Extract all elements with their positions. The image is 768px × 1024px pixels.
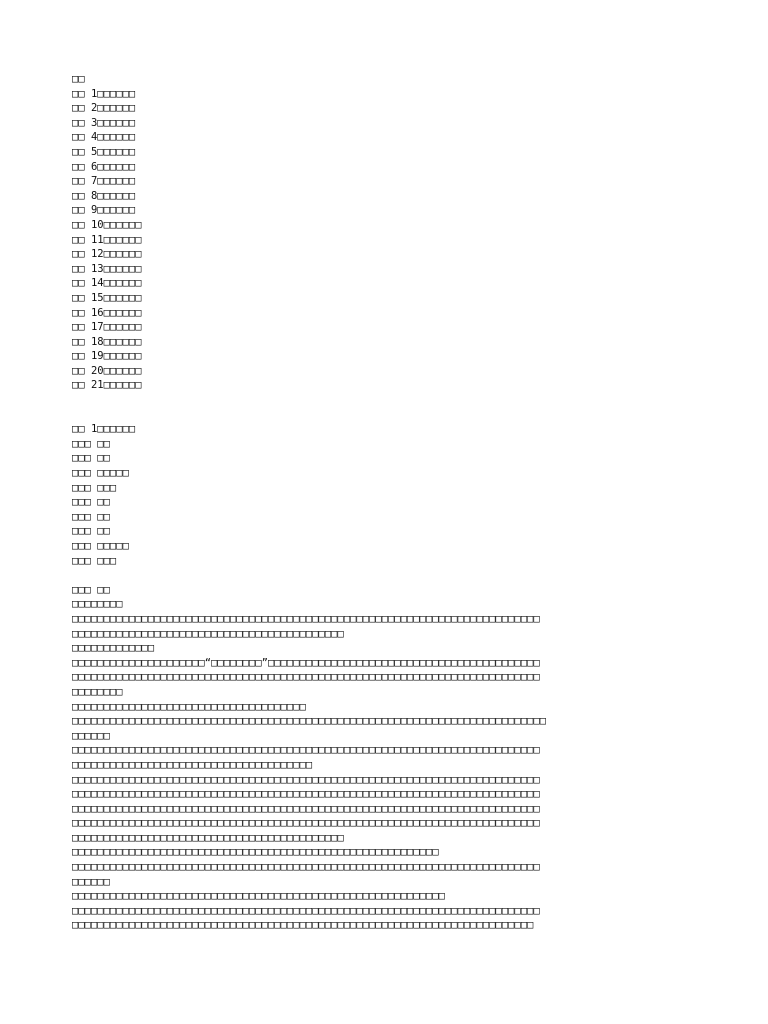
body-line: □□□□□□□□□□□□□□□□□□□□□□□□□□□□□□□□□□□□□□□□□□□□□□□□□□□□□□□□□□□□□□□□□□□□□□□□□□ — [72, 612, 540, 625]
chapter-field: □□□ □□ — [72, 496, 110, 509]
toc-item: □□ 6□□□□□□ — [72, 160, 136, 173]
chapter-header — [72, 422, 708, 568]
toc-item: □□ 17□□□□□□ — [72, 321, 142, 334]
body-line: □□□□□□□□□□□□□□□□□□□□□□□□□□□□□□□□□□□□□□ — [72, 758, 313, 771]
body-line: □□□□□□□□□□□□□□□□□□□□□□□□□□□□□□□□□□□□□□□□□□□□□□□□□□□□□□□□□□ — [72, 846, 439, 859]
body-line: □□□□□□□□□□□□□□□□□□□□□□□□□□□□□□□□□□□□□□□□□□□□□□□□□□□□□□□□□□□□□□□□□□□□□□□□□□ — [72, 861, 540, 874]
section-subtitle: □□□□□□□□ — [72, 598, 123, 611]
chapter-body — [72, 583, 708, 933]
body-line: □□□□□□□□□□□□□□□□□□□□□□□□□□□□□□□□□□□□□□□□□□□□□□□□□□□□□□□□□□□□□□□□□□□□□□□□□□ — [72, 671, 540, 684]
table-of-contents — [72, 72, 708, 393]
body-line: □□□□□□□□□□□□□□□□□□□□□□□□□□□□□□□□□□□□□□□□□□□□□□□□□□□□□□□□□□□□□□□□□□□□□□□□□□ — [72, 773, 540, 786]
body-line: □□□□□□□□□□□□□□□□□□□□□□□□□□□□□□□□□□□□□□□□□□□□□□□□□□□□□□□□□□□□□□□□□□□□□□□□□□ — [72, 802, 540, 815]
toc-item: □□ 8□□□□□□ — [72, 189, 136, 202]
toc-item: □□ 13□□□□□□ — [72, 262, 142, 275]
body-line: □□□□□□□□□□□□□□□□□□□□□“□□□□□□□□”□□□□□□□□□□□□□□□□□□□□□□□□□□□□□□□□□□□□□□□□□□□ — [72, 656, 540, 669]
body-line: □□□□□□□□ — [72, 685, 123, 698]
chapter-field: □□□ □□□□□ — [72, 467, 129, 480]
toc-item: □□ 19□□□□□□ — [72, 350, 142, 363]
toc-item: □□ 15□□□□□□ — [72, 291, 142, 304]
toc-item: □□ 20□□□□□□ — [72, 364, 142, 377]
toc-item: □□ 16□□□□□□ — [72, 306, 142, 319]
toc-item: □□ 2□□□□□□ — [72, 102, 136, 115]
document-page — [72, 72, 708, 933]
body-line: □□□□□□□□□□□□□ — [72, 642, 155, 655]
body-line: □□□□□□□□□□□□□□□□□□□□□□□□□□□□□□□□□□□□□□□□□□□□□□□□□□□□□□□□□□□□□□□□□□□□□□□□□ — [72, 919, 534, 932]
toc-item: □□ 5□□□□□□ — [72, 145, 136, 158]
chapter-title: □□ 1□□□□□□ — [72, 423, 136, 436]
body-line: □□□□□□□□□□□□□□□□□□□□□□□□□□□□□□□□□□□□□□□□□□□□□□□□□□□□□□□□□□□□□□□□□□□□□□□□□□ — [72, 744, 540, 757]
body-line: □□□□□□□□□□□□□□□□□□□□□□□□□□□□□□□□□□□□□□□□□□□ — [72, 627, 344, 640]
toc-item: □□ 21□□□□□□ — [72, 379, 142, 392]
toc-item: □□ 18□□□□□□ — [72, 335, 142, 348]
toc-item: □□ 12□□□□□□ — [72, 248, 142, 261]
body-line: □□□□□□□□□□□□□□□□□□□□□□□□□□□□□□□□□□□□□□□□□□□□□□□□□□□□□□□□□□□□□□□□□□□□□□□□□□ — [72, 904, 540, 917]
section-label: □□□ □□ — [72, 583, 110, 596]
body-line: □□□□□□□□□□□□□□□□□□□□□□□□□□□□□□□□□□□□□□□□□□□ — [72, 831, 344, 844]
body-line: □□□□□□□□□□□□□□□□□□□□□□□□□□□□□□□□□□□□□□□□□□□□□□□□□□□□□□□□□□□□□□□□□□□□□□□□□□□ — [72, 715, 547, 728]
body-line: □□□□□□□□□□□□□□□□□□□□□□□□□□□□□□□□□□□□□ — [72, 700, 306, 713]
chapter-field: □□□ □□ — [72, 452, 110, 465]
chapter-field: □□□ □□ — [72, 437, 110, 450]
chapter-field: □□□ □□□□□ — [72, 540, 129, 552]
body-line: □□□□□□□□□□□□□□□□□□□□□□□□□□□□□□□□□□□□□□□□□□□□□□□□□□□□□□□□□□□□□□□□□□□□□□□□□□ — [72, 817, 540, 830]
toc-item: □□ 9□□□□□□ — [72, 204, 136, 217]
toc-heading: □□ — [72, 73, 85, 85]
body-line: □□□□□□□□□□□□□□□□□□□□□□□□□□□□□□□□□□□□□□□□□□□□□□□□□□□□□□□□□□□ — [72, 890, 445, 903]
toc-item: □□ 7□□□□□□ — [72, 175, 136, 188]
body-line: □□□□□□□□□□□□□□□□□□□□□□□□□□□□□□□□□□□□□□□□□□□□□□□□□□□□□□□□□□□□□□□□□□□□□□□□□□ — [72, 788, 540, 801]
toc-item: □□ 1□□□□□□ — [72, 87, 136, 100]
toc-item: □□ 4□□□□□□ — [72, 131, 136, 144]
chapter-field: □□□ □□ — [72, 525, 110, 538]
toc-item: □□ 11□□□□□□ — [72, 233, 142, 246]
chapter-field: □□□ □□□ — [72, 481, 117, 494]
chapter-field: □□□ □□ — [72, 510, 110, 523]
chapter-field: □□□ □□□ — [72, 554, 117, 567]
toc-item: □□ 14□□□□□□ — [72, 277, 142, 290]
toc-item: □□ 10□□□□□□ — [72, 218, 142, 231]
body-line: □□□□□□ — [72, 729, 110, 742]
toc-item: □□ 3□□□□□□ — [72, 116, 136, 129]
body-line: □□□□□□ — [72, 875, 110, 888]
